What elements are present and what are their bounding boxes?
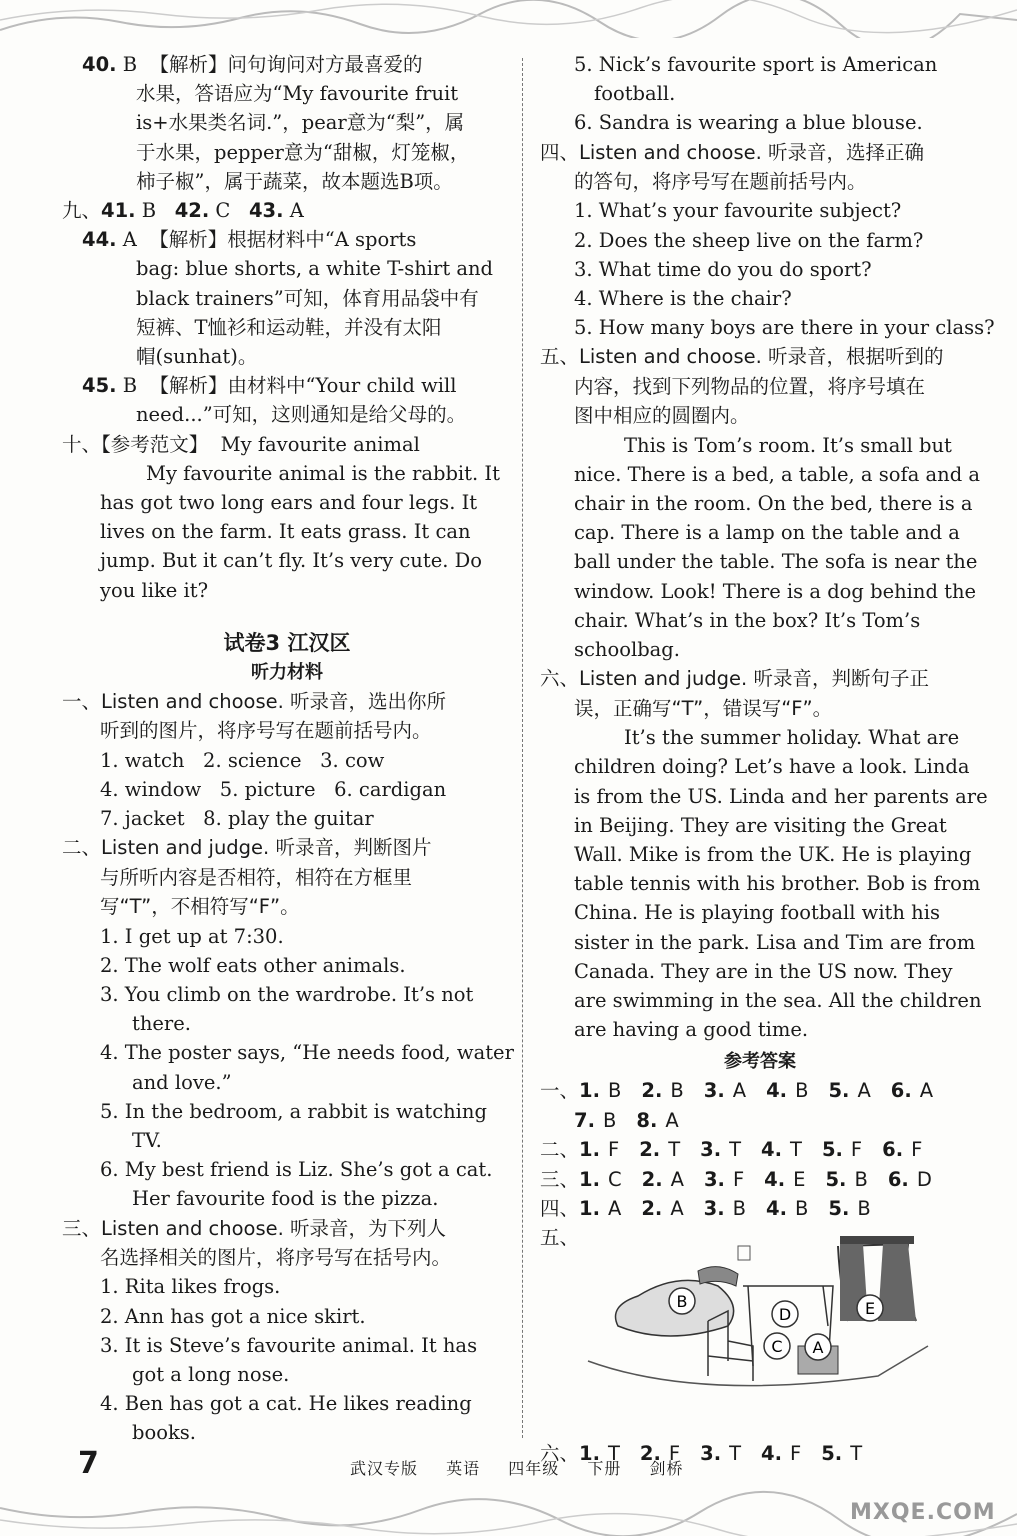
answer-value: A (857, 1079, 871, 1103)
line-text: black trainers”可知，体育用品袋中有 (136, 286, 479, 310)
answer-number: 6. (890, 1079, 912, 1103)
answer-row (540, 1194, 980, 1223)
answer-value: T (850, 1441, 863, 1465)
answer-section-label: 二、 (540, 1138, 580, 1162)
answer-value: A (665, 1108, 679, 1132)
line-text: 2. The wolf eats other animals. (100, 953, 406, 977)
line-text: 十、【参考范文】 My favourite animal (62, 432, 420, 456)
answer-value: T (729, 1138, 742, 1162)
line-text: 5. In the bedroom, a rabbit is watching (100, 1099, 487, 1123)
text-line (540, 50, 980, 79)
text-line (540, 957, 980, 986)
answer-value: A (670, 1196, 684, 1220)
text-line (540, 898, 980, 927)
line-text: 2. Does the sheep live on the farm? (574, 228, 924, 252)
section-heading (540, 167, 980, 196)
text-line (62, 225, 512, 254)
text-line (62, 284, 512, 313)
line-text: 六、Listen and judge. 听录音，判断句子正 (540, 667, 929, 691)
text-line (540, 577, 980, 606)
column-divider (522, 58, 523, 1438)
text-line (540, 255, 980, 284)
text-line (540, 840, 980, 869)
answer-value: B (795, 1196, 809, 1220)
section-heading (62, 863, 512, 892)
line-text: ball under the table. The sofa is near the (574, 550, 978, 574)
text-line (540, 1015, 980, 1044)
text-line (62, 1360, 512, 1389)
line-text: It’s the summer holiday. What are (624, 726, 960, 750)
answer-number: 2. (641, 1196, 663, 1220)
line-text: chair. What’s in the box? It’s Tom’s (574, 608, 921, 632)
answer-number: 5. (825, 1167, 847, 1191)
line-text: B 【解析】由材料中“Your child will (116, 374, 457, 398)
curtain-rod (840, 1236, 914, 1244)
answer-value: F (790, 1441, 802, 1465)
answer-number: 2. (641, 1079, 663, 1103)
answer-section-label: 四、 (540, 1196, 580, 1220)
line-prefix: 九、 (62, 199, 102, 223)
section-heading (62, 833, 512, 862)
answer-value: B (857, 1196, 871, 1220)
line-text: schoolbag. (574, 638, 680, 662)
text-line (62, 138, 512, 167)
line-text: 3. It is Steve’s favourite animal. It has (100, 1333, 478, 1357)
text-line (540, 811, 980, 840)
answer-number: 4. (761, 1138, 783, 1162)
question-number: 45. (82, 374, 117, 398)
line-text: table tennis with his brother. Bob is from (574, 872, 981, 896)
text-line (62, 430, 512, 459)
line-text: 二、Listen and judge. 听录音，判断图片 (62, 836, 432, 860)
figure-label-d: D (778, 1305, 792, 1324)
text-line (62, 108, 512, 137)
answer-value: E (793, 1167, 806, 1191)
answer-value: C (608, 1167, 622, 1191)
answer-number: 1. (579, 1138, 600, 1162)
line-text: need...”可知，这则通知是给父母的。 (136, 403, 467, 427)
line-text: 1. I get up at 7:30. (100, 924, 284, 948)
section-heading (62, 892, 512, 921)
line-text: jump. But it can’t fly. It’s very cute. Do (100, 549, 483, 573)
line-text: 5. How many boys are there in your class? (574, 316, 995, 340)
line-text: 5. Nick’s favourite sport is American (574, 53, 938, 76)
line-text: TV. (132, 1128, 162, 1152)
line-text: 一、Listen and choose. 听录音，选出你所 (62, 689, 447, 713)
text-line (540, 635, 980, 664)
line-text: you like it? (100, 578, 209, 602)
line-text: window. Look! There is a dog behind the (574, 579, 977, 603)
listening-material-left (62, 687, 512, 1448)
line-text: 2. Ann has got a nice skirt. (100, 1304, 366, 1328)
answer-number: 3. (700, 1441, 722, 1465)
footer-publisher: 剑桥 (649, 1459, 684, 1478)
text-line (62, 1302, 512, 1331)
line-text: 图中相应的圆圈内。 (574, 404, 750, 428)
line-text: chair in the room. On the bed, there is a (574, 492, 973, 516)
figure-label-c: C (771, 1337, 783, 1356)
answer-text: A (283, 199, 304, 223)
answer-value: F (668, 1441, 681, 1465)
text-line (62, 459, 512, 488)
text-line (540, 460, 980, 489)
answer-value: T (608, 1441, 620, 1465)
answer-number: 2. (639, 1138, 661, 1162)
line-text: 与所听内容是否相符，相符在方框里 (100, 865, 413, 889)
answer-number: 8. (636, 1108, 658, 1132)
answer-row (540, 1106, 980, 1135)
text-line (62, 342, 512, 371)
answer-value: B (732, 1196, 747, 1220)
answer-value: F (911, 1138, 923, 1162)
line-text: are having a good time. (574, 1018, 809, 1042)
answer-value: A (608, 1196, 622, 1220)
line-text: cap. There is a lamp on the table and a (574, 521, 960, 545)
section-heading (62, 1214, 512, 1243)
text-line (540, 108, 980, 137)
text-line (62, 1331, 512, 1360)
answer-value: F (850, 1138, 863, 1162)
text-line (540, 547, 980, 576)
answer-value: B (602, 1108, 617, 1132)
answer-explanations (62, 50, 512, 605)
line-text: 水果，答语应为“My favourite fruit (136, 82, 459, 106)
answer-number: 5. (821, 1138, 843, 1162)
text-line (62, 196, 512, 225)
footer (350, 1456, 705, 1479)
answer-value: B (854, 1167, 868, 1191)
line-text: lives on the farm. It eats grass. It can (100, 520, 471, 544)
answer-value: T (668, 1138, 681, 1162)
text-line (540, 284, 980, 313)
text-line (62, 1009, 512, 1038)
answer-number: 1. (579, 1196, 600, 1220)
answer-section-label: 五、 (540, 1226, 580, 1250)
answers-title: 参考答案 (724, 1051, 796, 1073)
answer-section-label: 三、 (540, 1167, 580, 1191)
answer-number: 3. (703, 1167, 725, 1191)
line-text: 的答句，将序号写在题前括号内。 (574, 170, 867, 194)
text-line (62, 254, 512, 283)
line-text: bag: blue shorts, a white T-shirt and (136, 257, 494, 281)
question-number: 43. (248, 199, 284, 223)
answer-text: C (209, 199, 249, 223)
text-line (540, 313, 995, 342)
line-text: 于水果，pepper意为“甜椒，灯笼椒， (136, 140, 470, 164)
answer-value: B (795, 1079, 809, 1103)
section-heading (540, 342, 980, 371)
text-line (62, 167, 512, 196)
line-text: children doing? Let’s have a look. Linda (574, 755, 970, 779)
text-line (62, 1038, 512, 1067)
line-text: football. (594, 82, 676, 106)
figure-label-a: A (812, 1338, 824, 1357)
answer-number: 5. (828, 1079, 850, 1103)
line-text: got a long nose. (132, 1362, 290, 1386)
line-text: 帽(sunhat)。 (136, 345, 258, 369)
text-line (62, 546, 512, 575)
text-line (540, 723, 980, 752)
answer-number: 7. (574, 1108, 595, 1132)
text-line (62, 488, 512, 517)
line-text: sister in the park. Lisa and Tim are from (574, 930, 976, 954)
answer-value: T (729, 1441, 742, 1465)
answer-section-label: 一、 (540, 1079, 580, 1103)
text-line (62, 980, 512, 1009)
answer-row (540, 1165, 980, 1194)
line-text: 4. Ben has got a cat. He likes reading (100, 1392, 472, 1416)
answer-text: B (135, 199, 175, 223)
line-text: has got two long ears and four legs. It (100, 491, 478, 515)
line-text: 3. What time do you do sport? (574, 257, 872, 281)
answer-value: B (608, 1079, 622, 1103)
answer-value: F (732, 1167, 745, 1191)
text-line (62, 313, 512, 342)
listening-title: 听力材料 (251, 661, 323, 683)
footer-grade: 四年级 (508, 1459, 560, 1478)
answer-number: 6. (887, 1167, 909, 1191)
question-number: 44. (82, 228, 117, 252)
line-text: 1. Rita likes frogs. (100, 1275, 281, 1299)
text-line (62, 951, 512, 980)
answer-number: 1. (579, 1441, 600, 1465)
text-line (62, 746, 512, 775)
text-line (62, 775, 512, 804)
footer-subject: 英语 (446, 1459, 481, 1478)
section-heading (540, 664, 980, 693)
question-number: 41. (101, 199, 136, 223)
listening-material-right (540, 50, 995, 1044)
text-line (62, 1155, 512, 1184)
answer-number: 4. (766, 1196, 788, 1220)
line-text: My favourite animal is the rabbit. It (146, 461, 500, 485)
section-heading (62, 716, 512, 745)
answer-row (540, 1135, 980, 1164)
line-text: 误，正确写“T”，错误写“F”。 (574, 696, 833, 720)
section-heading (540, 372, 980, 401)
answer-number: 4. (766, 1079, 788, 1103)
answer-value: A (919, 1079, 934, 1103)
top-border-decoration (0, 0, 1017, 38)
line-text: 1. What’s your favourite subject? (574, 199, 902, 223)
text-line (62, 1272, 512, 1301)
line-text: Canada. They are in the US now. They (574, 959, 953, 983)
watermark-text: MXQE.COM (850, 1500, 996, 1525)
line-text: 写“T”，不相符写“F”。 (100, 895, 300, 919)
line-text: 短裤、T恤衫和运动鞋，并没有太阳 (136, 315, 442, 339)
line-text: 1. watch 2. science 3. cow (100, 748, 385, 772)
question-number: 40. (82, 53, 117, 76)
footer-edition: 武汉专版 (350, 1459, 419, 1478)
text-line (540, 518, 980, 547)
line-text: A 【解析】根据材料中“A sports (116, 228, 417, 252)
answer-number: 6. (882, 1138, 904, 1162)
text-line (540, 431, 980, 460)
line-text: books. (132, 1421, 196, 1445)
line-text: Her favourite food is the pizza. (132, 1187, 439, 1211)
text-line (540, 196, 980, 225)
section-heading (540, 138, 980, 167)
text-line (540, 79, 980, 108)
text-line (540, 606, 980, 635)
answer-number: 3. (703, 1079, 725, 1103)
answer-value: D (916, 1167, 932, 1191)
section-heading (540, 694, 980, 723)
footer-volume: 下册 (587, 1459, 622, 1478)
section-heading (540, 401, 980, 430)
text-line (62, 517, 512, 546)
line-text: 3. You climb on the wardrobe. It’s not (100, 982, 474, 1006)
text-line (62, 804, 512, 833)
answer-number: 5. (821, 1441, 843, 1465)
text-line (540, 928, 980, 957)
answer-number: 1. (579, 1167, 600, 1191)
answer-row (540, 1076, 980, 1105)
text-line (62, 1097, 512, 1126)
answer-number: 4. (761, 1441, 783, 1465)
line-text: 4. The poster says, “He needs food, water (100, 1041, 514, 1065)
answer-number: 4. (764, 1167, 786, 1191)
line-text: are swimming in the sea. All the children (574, 988, 982, 1012)
line-text: Wall. Mike is from the UK. He is playing (574, 842, 972, 866)
answer-value: A (670, 1167, 684, 1191)
line-text: is from the US. Linda and her parents are (574, 784, 988, 808)
answer-value: T (790, 1138, 802, 1162)
line-text: 4. window 5. picture 6. cardigan (100, 777, 447, 801)
answer-number: 5. (828, 1196, 850, 1220)
answer-number: 2. (641, 1167, 663, 1191)
answer-number: 3. (703, 1196, 725, 1220)
text-line (62, 50, 512, 79)
line-text: B 【解析】问句询问对方最喜爱的 (116, 53, 423, 76)
exam-title: 试卷3 江汉区 (223, 630, 351, 655)
text-line (540, 226, 980, 255)
line-text: and love.” (132, 1070, 232, 1094)
line-text: 五、Listen and choose. 听录音，根据听到的 (540, 345, 944, 369)
page-number: 7 (78, 1446, 99, 1481)
figure-label-e: E (864, 1299, 876, 1318)
answer-number: 2. (639, 1441, 661, 1465)
text-line (62, 1126, 512, 1155)
text-line (540, 869, 980, 898)
left-column (62, 50, 512, 1448)
answer-value: A (732, 1079, 747, 1103)
section-heading (62, 687, 512, 716)
room-illustration (578, 1226, 933, 1406)
line-text: 6. My best friend is Liz. She’s got a cat. (100, 1158, 493, 1182)
answer-section-label: 六、 (540, 1441, 580, 1465)
answer-value: B (670, 1079, 684, 1103)
line-text: is+水果类名词.”，pear意为“梨”，属 (136, 111, 465, 135)
question-number: 42. (174, 199, 210, 223)
line-text: 6. Sandra is wearing a blue blouse. (574, 111, 923, 135)
text-line (62, 1184, 512, 1213)
text-line (62, 1418, 512, 1447)
line-text: China. He is playing football with his (574, 901, 940, 925)
text-line (62, 922, 512, 951)
answer-number: 1. (579, 1079, 600, 1103)
text-line (62, 1389, 512, 1418)
line-text: 四、Listen and choose. 听录音，选择正确 (540, 140, 925, 164)
text-line (540, 489, 980, 518)
line-text: 听到的图片，将序号写在题前括号内。 (100, 719, 432, 743)
line-text: 柿子椒”，属于蔬菜，故本题选B项。 (136, 169, 453, 193)
answer-value: F (608, 1138, 620, 1162)
line-text: there. (132, 1012, 191, 1036)
text-line (62, 79, 512, 108)
figure-label-b: B (676, 1292, 688, 1311)
line-text: 4. Where is the chair? (574, 287, 792, 311)
text-line (62, 1068, 512, 1097)
line-text: 内容，找到下列物品的位置，将序号填在 (574, 374, 926, 398)
section-heading (62, 1243, 512, 1272)
text-line (62, 576, 512, 605)
text-line (62, 400, 512, 429)
text-line (540, 782, 988, 811)
line-text: This is Tom’s room. It’s small but (624, 433, 952, 457)
line-text: 三、Listen and choose. 听录音，为下列人 (62, 1216, 447, 1240)
line-text: nice. There is a bed, a table, a sofa and a (574, 462, 981, 486)
line-text: in Beijing. They are visiting the Great (574, 813, 947, 837)
text-line (540, 752, 980, 781)
text-line (540, 986, 980, 1015)
line-text: 名选择相关的图片，将序号写在括号内。 (100, 1245, 452, 1269)
text-line (62, 371, 512, 400)
answer-number: 3. (700, 1138, 722, 1162)
line-text: 7. jacket 8. play the guitar (100, 807, 374, 831)
